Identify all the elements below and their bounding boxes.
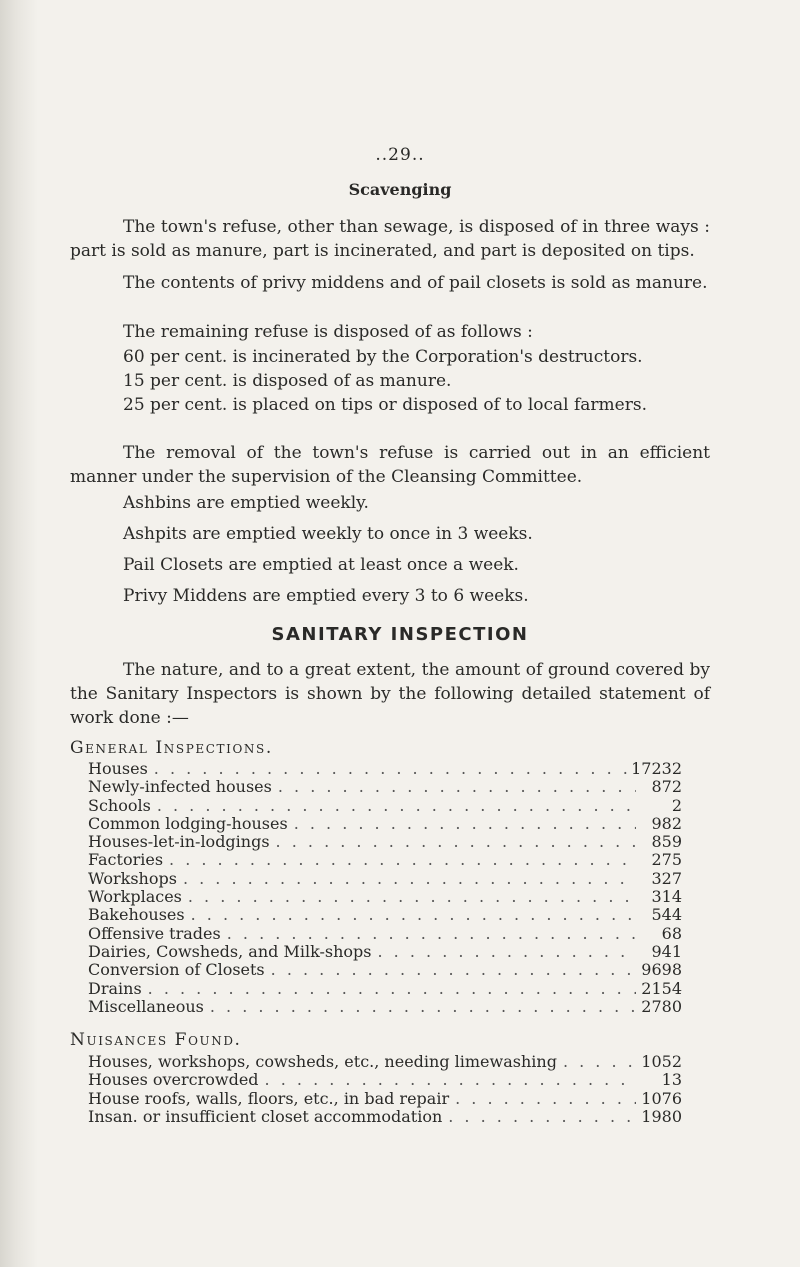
row-value: 1980 bbox=[641, 1106, 682, 1126]
leader-dots bbox=[163, 851, 636, 869]
row-value: 872 bbox=[651, 777, 682, 797]
section-heading-scavenging: Scavenging bbox=[348, 180, 452, 199]
row-label: Miscellaneous bbox=[88, 996, 204, 1016]
row-value: 275 bbox=[651, 850, 682, 870]
row-label: Schools bbox=[88, 795, 151, 815]
paragraph-removal: The removal of the town's refuse is carried out in an efficient manner under the supervision of the Cleansing Committee. bbox=[70, 443, 710, 487]
paragraph-sanitary-intro: The nature, and to a great extent, the amount of ground covered by the Sanitary Inspectors is shown by the following detailed statement of work done :— bbox=[70, 660, 710, 728]
general-inspections-table bbox=[70, 760, 682, 1016]
row-value: 1076 bbox=[641, 1088, 682, 1108]
row-label: Conversion of Closets bbox=[88, 960, 265, 980]
row-value: 2 bbox=[671, 795, 682, 815]
row-label: Common lodging-houses bbox=[88, 813, 288, 833]
table-row bbox=[70, 1108, 682, 1126]
row-label: Insan. or insufficient closet accommodation bbox=[88, 1106, 443, 1126]
paragraph-privy-middens: The contents of privy middens and of pail closets is sold as manure. bbox=[123, 273, 708, 293]
subhead-general-inspections: General Inspections. bbox=[70, 738, 273, 758]
row-value: 13 bbox=[661, 1070, 682, 1090]
row-label: Houses, workshops, cowsheds, etc., needing limewashing bbox=[88, 1052, 557, 1071]
leader-dots bbox=[182, 888, 636, 906]
row-value: 2780 bbox=[641, 996, 682, 1016]
row-value: 941 bbox=[651, 941, 682, 961]
row-label: Drains bbox=[88, 978, 142, 998]
table-row bbox=[70, 943, 682, 961]
row-label: Dairies, Cowsheds, and Milk-shops bbox=[88, 941, 372, 961]
leader-dots bbox=[449, 1090, 636, 1108]
paragraph-remaining-refuse: The remaining refuse is disposed of as follows : bbox=[123, 322, 533, 342]
table-row bbox=[70, 1090, 682, 1108]
row-label: Workplaces bbox=[88, 887, 182, 907]
table-row bbox=[70, 998, 682, 1016]
row-value: 2154 bbox=[641, 978, 682, 998]
leader-dots bbox=[185, 906, 636, 924]
paragraph-refuse-disposal: The town's refuse, other than sewage, is disposed of in three ways : part is sold as manure, part is incinerated, and part is deposited on tips. bbox=[70, 217, 710, 261]
row-label: Newly-infected houses bbox=[88, 777, 272, 797]
page-number: ..29.. bbox=[375, 145, 425, 165]
row-value: 17232 bbox=[631, 759, 682, 778]
list-item: 60 per cent. is incinerated by the Corporation's destructors. bbox=[123, 347, 643, 367]
table-row bbox=[70, 778, 682, 796]
row-value: 314 bbox=[651, 887, 682, 907]
leader-dots bbox=[142, 980, 636, 998]
table-row bbox=[70, 833, 682, 851]
table-row bbox=[70, 906, 682, 924]
row-value: 1052 bbox=[641, 1052, 682, 1071]
table-row bbox=[70, 815, 682, 833]
leader-dots bbox=[265, 961, 636, 979]
row-label: Houses-let-in-lodgings bbox=[88, 832, 270, 852]
paragraph-ashpits: Ashpits are emptied weekly to once in 3 weeks. bbox=[123, 524, 533, 544]
leader-dots bbox=[148, 760, 631, 778]
table-row bbox=[70, 851, 682, 869]
table-row bbox=[70, 870, 682, 888]
table-row bbox=[70, 961, 682, 979]
row-label: Bakehouses bbox=[88, 905, 185, 925]
list-item: 25 per cent. is placed on tips or disposed of to local farmers. bbox=[123, 395, 647, 415]
leader-dots bbox=[259, 1071, 636, 1089]
paragraph-privy-middens-emptied: Privy Middens are emptied every 3 to 6 weeks. bbox=[123, 586, 529, 606]
table-row bbox=[70, 888, 682, 906]
table-row bbox=[70, 797, 682, 815]
row-label: Offensive trades bbox=[88, 923, 221, 943]
row-value: 9698 bbox=[641, 960, 682, 980]
paragraph-ashbins: Ashbins are emptied weekly. bbox=[123, 493, 369, 513]
leader-dots bbox=[204, 998, 636, 1016]
table-row bbox=[70, 1053, 682, 1071]
row-label: Houses overcrowded bbox=[88, 1070, 259, 1090]
list-item: 15 per cent. is disposed of as manure. bbox=[123, 371, 452, 391]
leader-dots bbox=[288, 815, 636, 833]
row-label: Workshops bbox=[88, 868, 177, 888]
nuisances-table bbox=[70, 1053, 682, 1126]
table-row bbox=[70, 1071, 682, 1089]
leader-dots bbox=[221, 925, 636, 943]
row-value: 544 bbox=[651, 905, 682, 925]
leader-dots bbox=[442, 1108, 636, 1126]
table-row bbox=[70, 925, 682, 943]
row-value: 859 bbox=[651, 832, 682, 852]
row-label: Factories bbox=[88, 850, 164, 870]
paragraph-pail-closets: Pail Closets are emptied at least once a week. bbox=[123, 555, 519, 575]
leader-dots bbox=[270, 833, 636, 851]
table-row bbox=[70, 980, 682, 998]
leader-dots bbox=[151, 797, 636, 815]
leader-dots bbox=[177, 870, 636, 888]
row-value: 982 bbox=[651, 813, 682, 833]
row-label: Houses bbox=[88, 759, 148, 778]
subhead-nuisances-found: Nuisances Found. bbox=[70, 1030, 242, 1050]
leader-dots bbox=[372, 943, 637, 961]
section-title-sanitary-inspection: SANITARY INSPECTION bbox=[271, 624, 529, 645]
row-value: 327 bbox=[651, 868, 682, 888]
table-row bbox=[70, 760, 682, 778]
leader-dots bbox=[557, 1053, 636, 1071]
row-label: House roofs, walls, floors, etc., in bad repair bbox=[88, 1088, 450, 1108]
leader-dots bbox=[272, 778, 636, 796]
row-value: 68 bbox=[661, 923, 682, 943]
